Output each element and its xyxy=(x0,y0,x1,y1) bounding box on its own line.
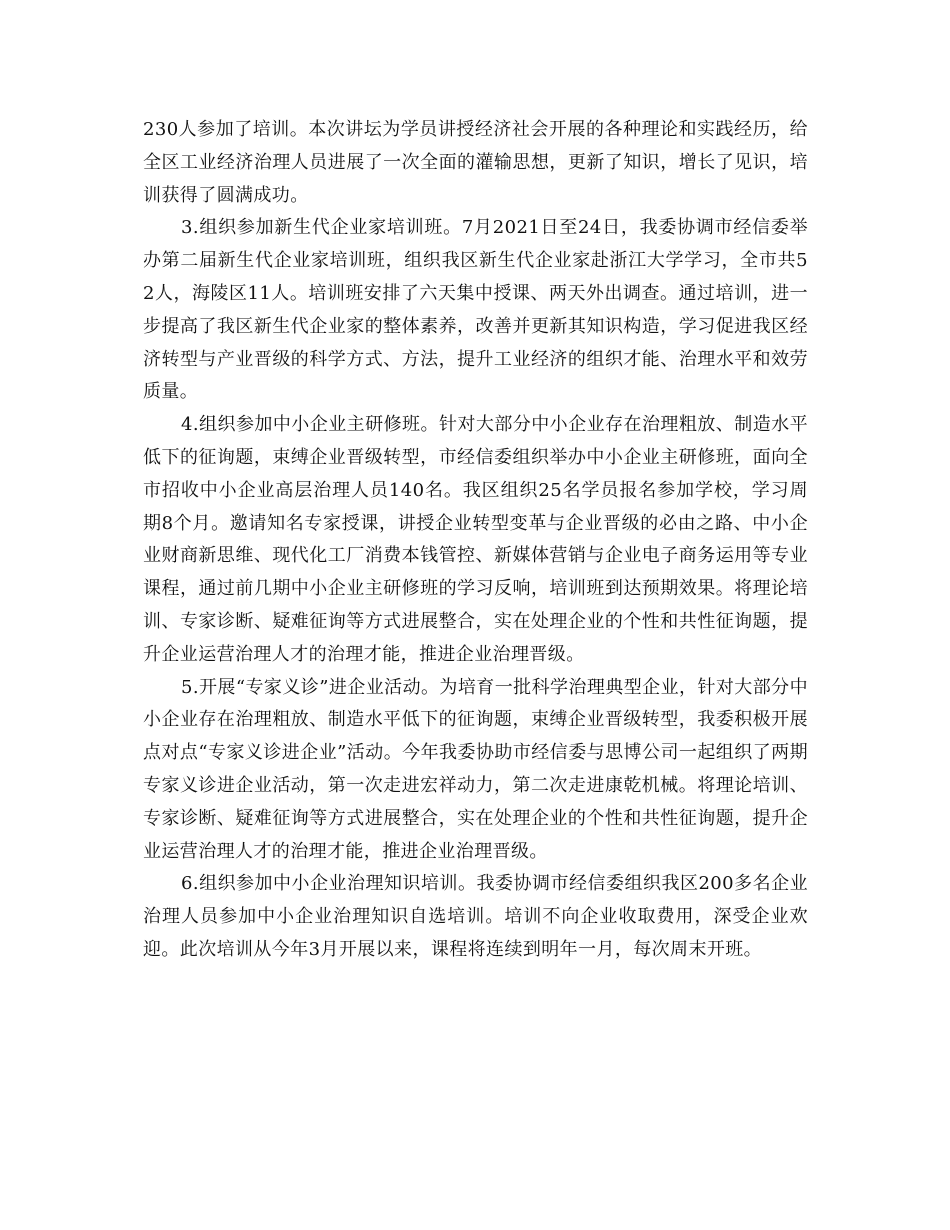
paragraph-continuation: 230人参加了培训。本次讲坛为学员讲授经济社会开展的各种理论和实践经历，给全区工业经济治理人员进展了一次全面的灌输思想，更新了知识，增长了见识，培训获得了圆满成功。 xyxy=(143,119,808,206)
document-body xyxy=(143,114,808,967)
paragraph-item-5: 5.开展“专家义诊”进企业活动。为培育一批科学治理典型企业，针对大部分中小企业存在治理粗放、制造水平低下的征询题，束缚企业晋级转型，我委积极开展点对点“专家义诊进企业”活动。今年我委协助市经信委与思博公司一起组织了两期专家义诊进企业活动，第一次走进宏祥动力，第二次走进康乾机械。将理论培训、专家诊断、疑难征询等方式进展整合，实在处理企业的个性和共性征询题，提升企业运营治理人才的治理才能，推进企业治理晋级。 xyxy=(143,676,808,862)
paragraph-item-3: 3.组织参加新生代企业家培训班。7月2021日至24日，我委协调市经信委举办第二届新生代企业家培训班，组织我区新生代企业家赴浙江大学学习，全市共52人，海陵区11人。培训班安排了六天集中授课、两天外出调查。通过培训，进一步提高了我区新生代企业家的整体素养，改善并更新其知识构造，学习促进我区经济转型与产业晋级的科学方式、方法，提升工业经济的组织才能、治理水平和效劳质量。 xyxy=(143,217,808,403)
paragraph-item-4: 4.组织参加中小企业主研修班。针对大部分中小企业存在治理粗放、制造水平低下的征询题，束缚企业晋级转型，市经信委组织举办中小企业主研修班，面向全市招收中小企业高层治理人员140名。我区组织25名学员报名参加学校，学习周期8个月。邀请知名专家授课，讲授企业转型变革与企业晋级的必由之路、中小企业财商新思维、现代化工厂消费本钱管控、新媒体营销与企业电子商务运用等专业课程，通过前几期中小企业主研修班的学习反响，培训班到达预期效果。将理论培训、专家诊断、疑难征询等方式进展整合，实在处理企业的个性和共性征询题，提升企业运营治理人才的治理才能，推进企业治理晋级。 xyxy=(143,414,808,665)
paragraph-item-6: 6.组织参加中小企业治理知识培训。我委协调市经信委组织我区200多名企业治理人员参加中小企业治理知识自选培训。培训不向企业收取费用，深受企业欢迎。此次培训从今年3月开展以来，课程将连续到明年一月，每次周末开班。 xyxy=(143,873,808,960)
